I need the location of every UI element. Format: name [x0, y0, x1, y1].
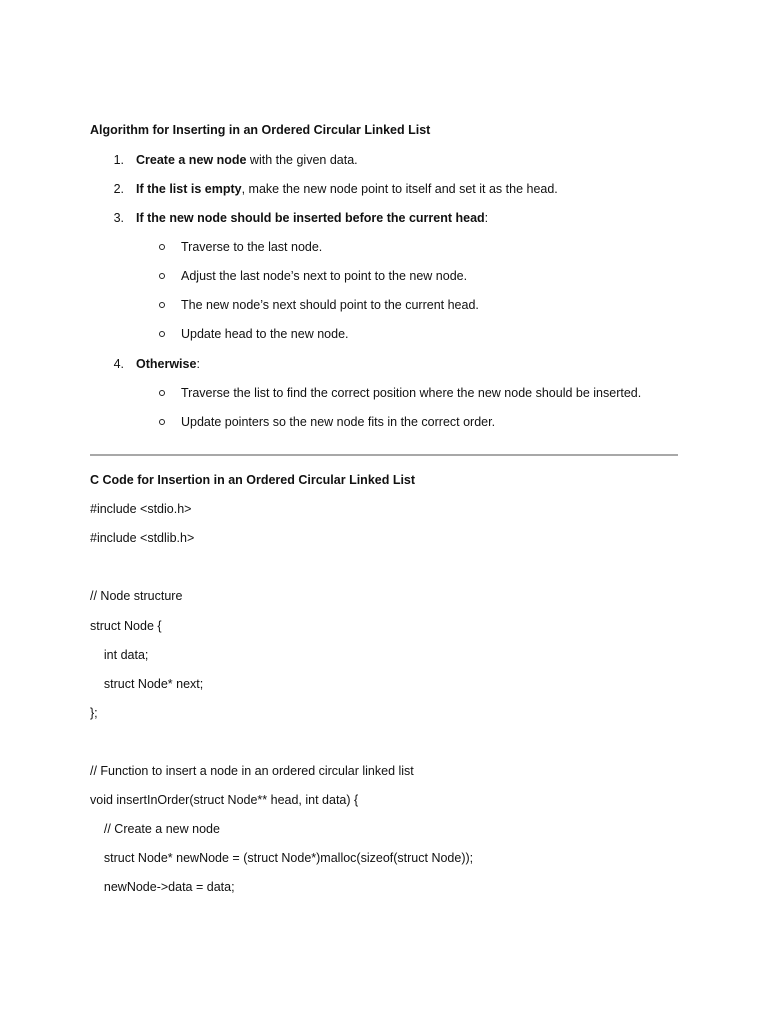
code-line: // Node structure — [90, 589, 183, 603]
code-line: }; — [90, 706, 98, 720]
step-text — [136, 356, 200, 372]
algorithm-heading: Algorithm for Inserting in an Ordered Circular Linked List — [90, 123, 431, 137]
horizontal-divider — [90, 454, 678, 456]
step-text — [136, 210, 488, 226]
sub-step-text: Update pointers so the new node fits in the correct order. — [181, 415, 496, 429]
step-bold: If the new node should be inserted before the current head — [136, 211, 485, 225]
code-line: struct Node { — [90, 619, 162, 633]
step-rest: , make the new node point to itself and set it as the head. — [241, 182, 558, 196]
sub-step-text: Traverse the list to find the correct position where the new node should be inserted. — [181, 386, 642, 400]
code-line: // Create a new node — [90, 822, 220, 836]
code-line: #include <stdio.h> — [90, 502, 192, 516]
code-line: int data; — [90, 648, 149, 662]
bullet-circle-icon — [159, 419, 165, 425]
code-line: struct Node* next; — [90, 677, 204, 691]
code-line: struct Node* newNode = (struct Node*)malloc(sizeof(struct Node)); — [90, 851, 474, 865]
step-bold: Otherwise — [136, 357, 197, 371]
bullet-circle-icon — [159, 244, 165, 250]
sub-step-text: The new node’s next should point to the current head. — [181, 298, 479, 312]
code-line: // Function to insert a node in an ordered circular linked list — [90, 764, 414, 778]
step-rest: with the given data. — [246, 153, 358, 167]
bullet-circle-icon — [159, 273, 165, 279]
step-number: 2. — [113, 182, 124, 196]
code-line: #include <stdlib.h> — [90, 531, 195, 545]
step-number: 4. — [113, 357, 124, 371]
sub-step-text: Adjust the last node’s next to point to the new node. — [181, 269, 468, 283]
sub-step-text: Update head to the new node. — [181, 327, 349, 341]
step-text — [136, 181, 558, 197]
step-bold: Create a new node — [136, 153, 247, 167]
code-heading: C Code for Insertion in an Ordered Circular Linked List — [90, 473, 416, 487]
step-number: 3. — [113, 211, 124, 225]
step-text — [136, 152, 358, 168]
sub-step-text: Traverse to the last node. — [181, 240, 323, 254]
code-line: newNode->data = data; — [90, 880, 235, 894]
step-bold: If the list is empty — [136, 182, 242, 196]
bullet-circle-icon — [159, 302, 165, 308]
step-rest: : — [196, 357, 200, 371]
step-rest: : — [484, 211, 489, 225]
bullet-circle-icon — [159, 331, 165, 337]
bullet-circle-icon — [159, 390, 165, 396]
step-number: 1. — [113, 153, 124, 167]
code-line: void insertInOrder(struct Node** head, int data) { — [90, 793, 359, 807]
